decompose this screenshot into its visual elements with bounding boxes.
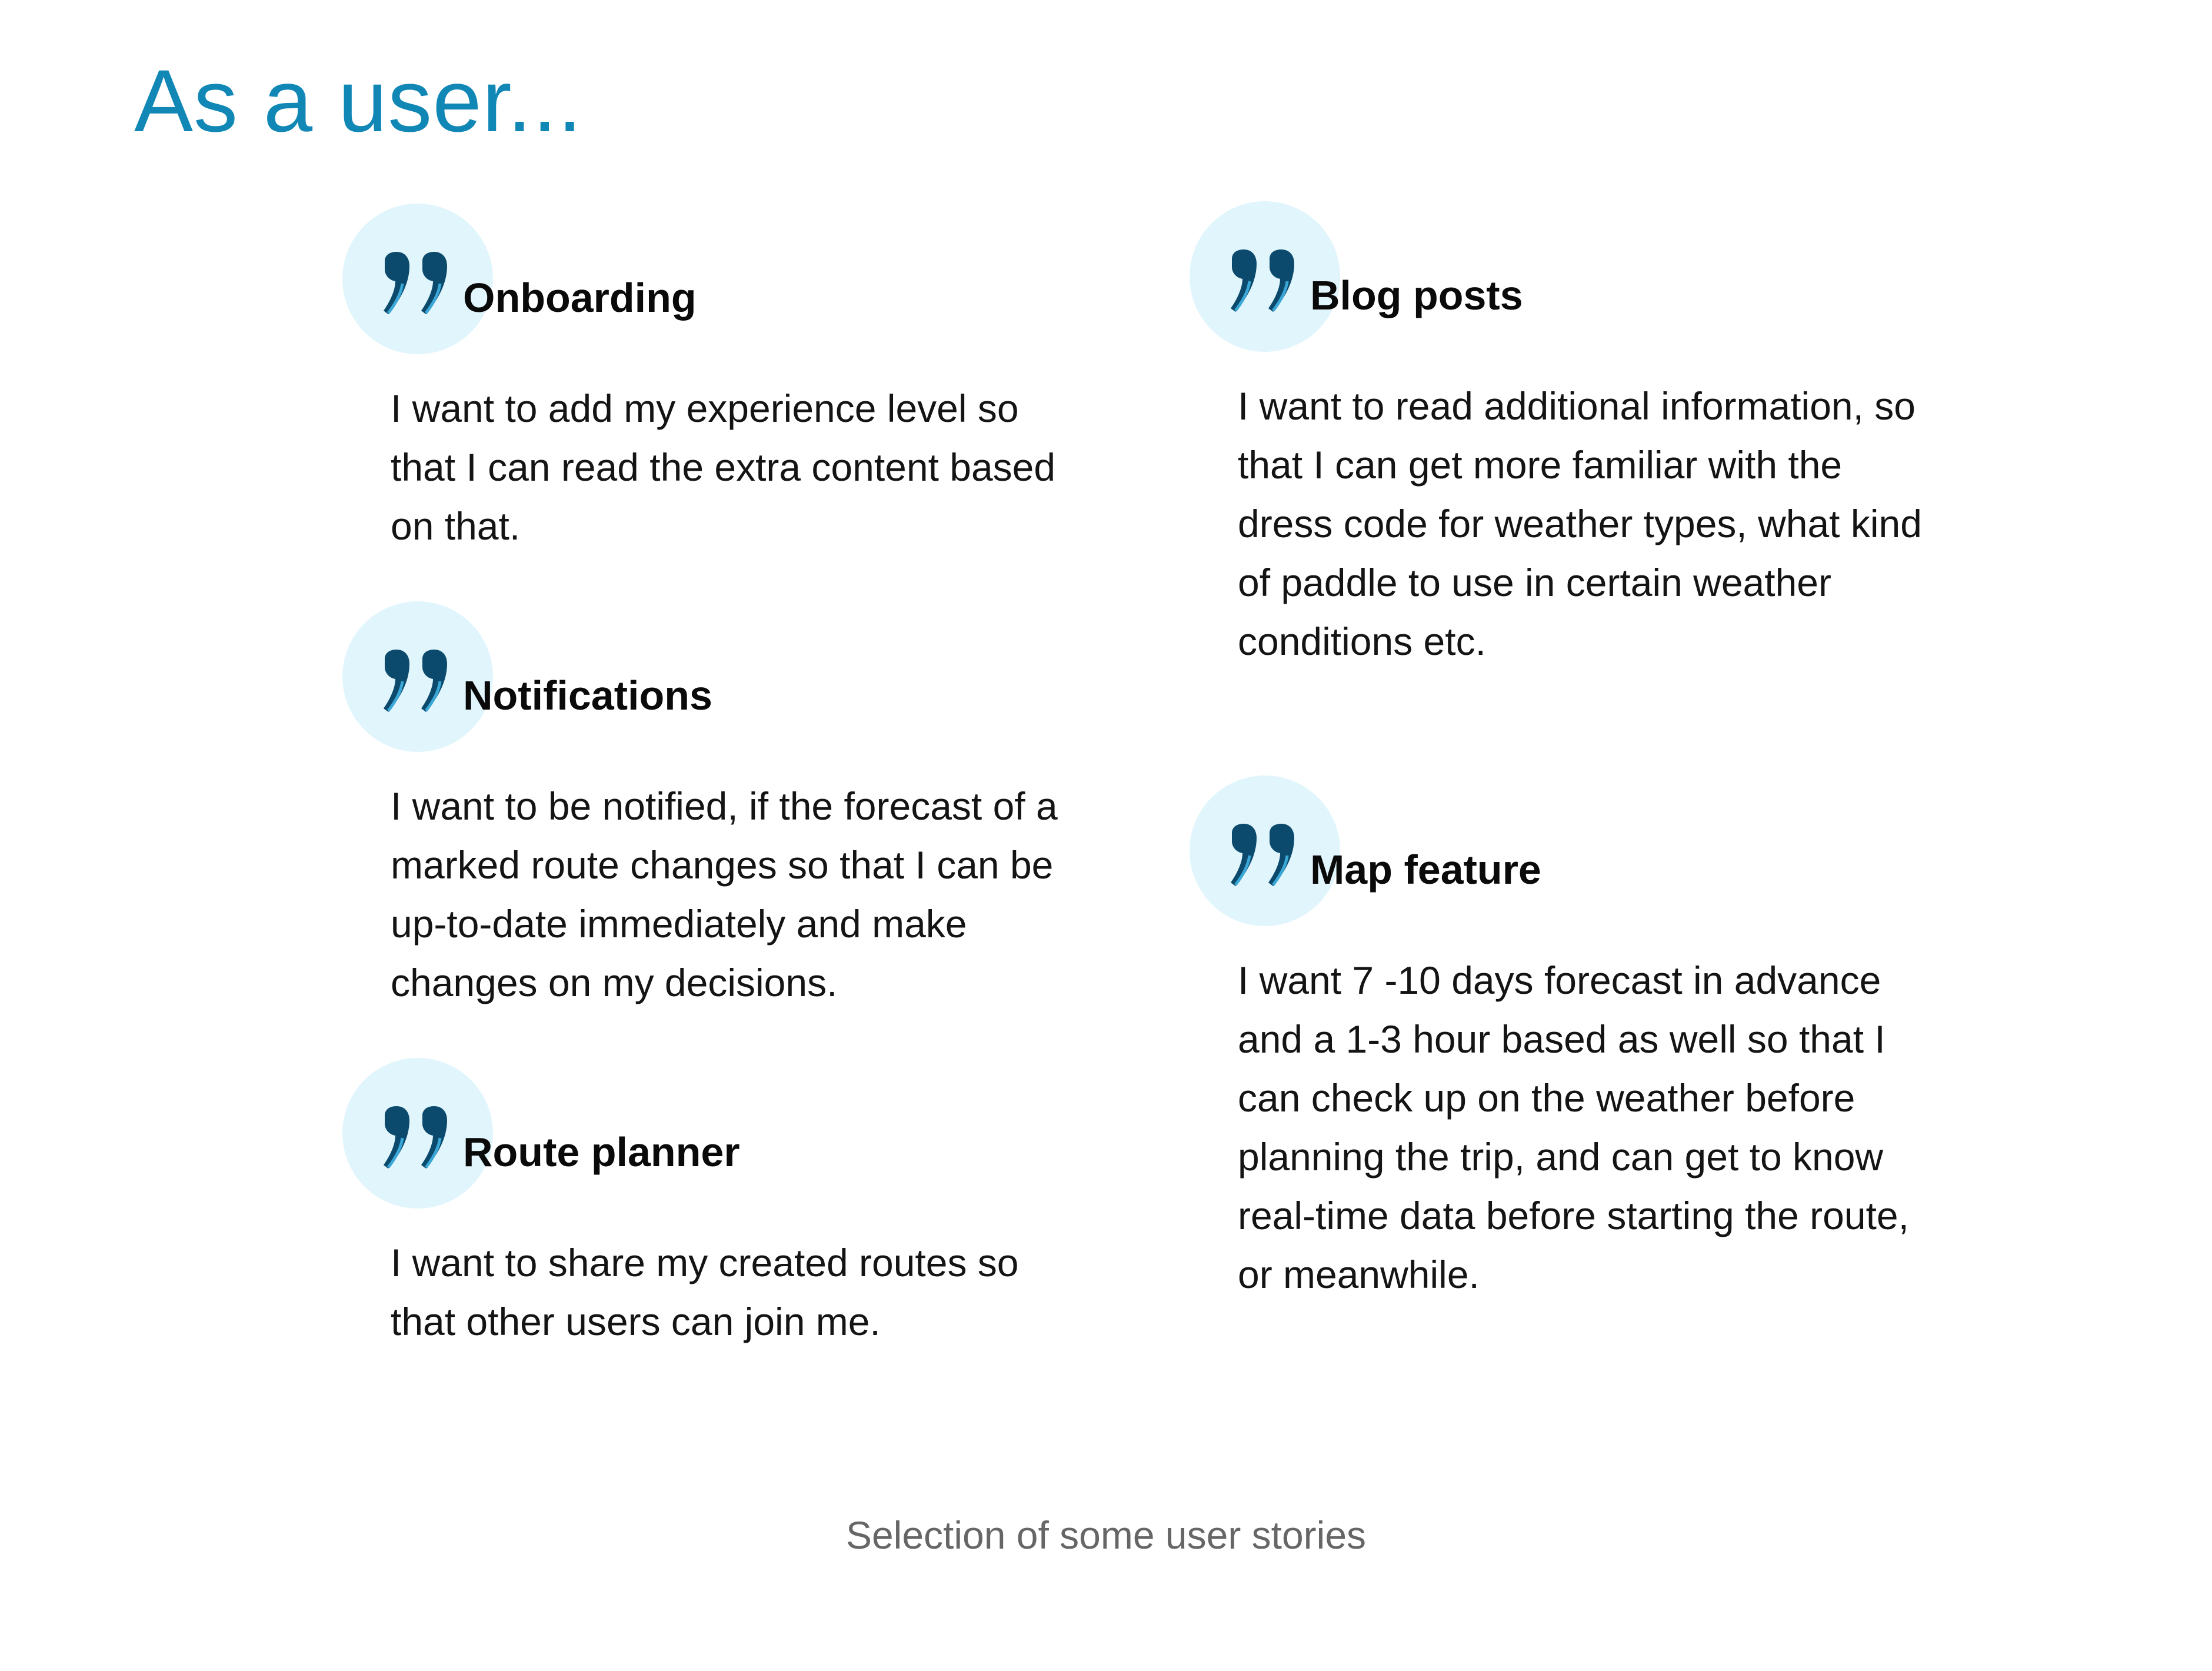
- story-title: Map feature: [1310, 847, 1541, 893]
- quote-icon: [379, 1106, 454, 1170]
- story-body: I want to add my experience level so that I can read the extra content based on that.: [391, 387, 1056, 548]
- story-body: I want to share my created routes so that other users can join me.: [391, 1241, 1019, 1343]
- story-title: Notifications: [463, 673, 712, 718]
- quote-icon: [1226, 249, 1301, 313]
- story-card-notifications: [342, 601, 1084, 1012]
- story-card-blog-posts: [1190, 201, 1931, 671]
- figure-caption: Selection of some user stories: [845, 1513, 1367, 1557]
- quote-icon: [379, 252, 454, 315]
- page-title: As a user...: [134, 51, 583, 150]
- story-title: Route planner: [463, 1129, 740, 1175]
- story-body: I want to read additional information, so that I can get more familiar with the dress code for weather types, what kind of paddle to use in certain weather conditions etc.: [1238, 384, 1922, 663]
- story-body: I want 7 -10 days forecast in advance and a 1-3 hour based as well so that I can check up on the weather before planning the trip, and can get to know real-time data before starting the route, or meanwhile.: [1238, 958, 1909, 1296]
- story-body: I want to be notified, if the forecast of a marked route changes so that I can be up-to-date immediately and make changes on my decisions.: [391, 784, 1058, 1004]
- story-card-map-feature: [1190, 775, 1931, 1304]
- story-card-route-planner: [342, 1058, 1084, 1351]
- story-card-onboarding: [342, 204, 1084, 555]
- quote-icon: [379, 650, 454, 713]
- quote-icon: [1226, 824, 1301, 887]
- story-title: Onboarding: [463, 275, 697, 321]
- story-title: Blog posts: [1310, 272, 1523, 318]
